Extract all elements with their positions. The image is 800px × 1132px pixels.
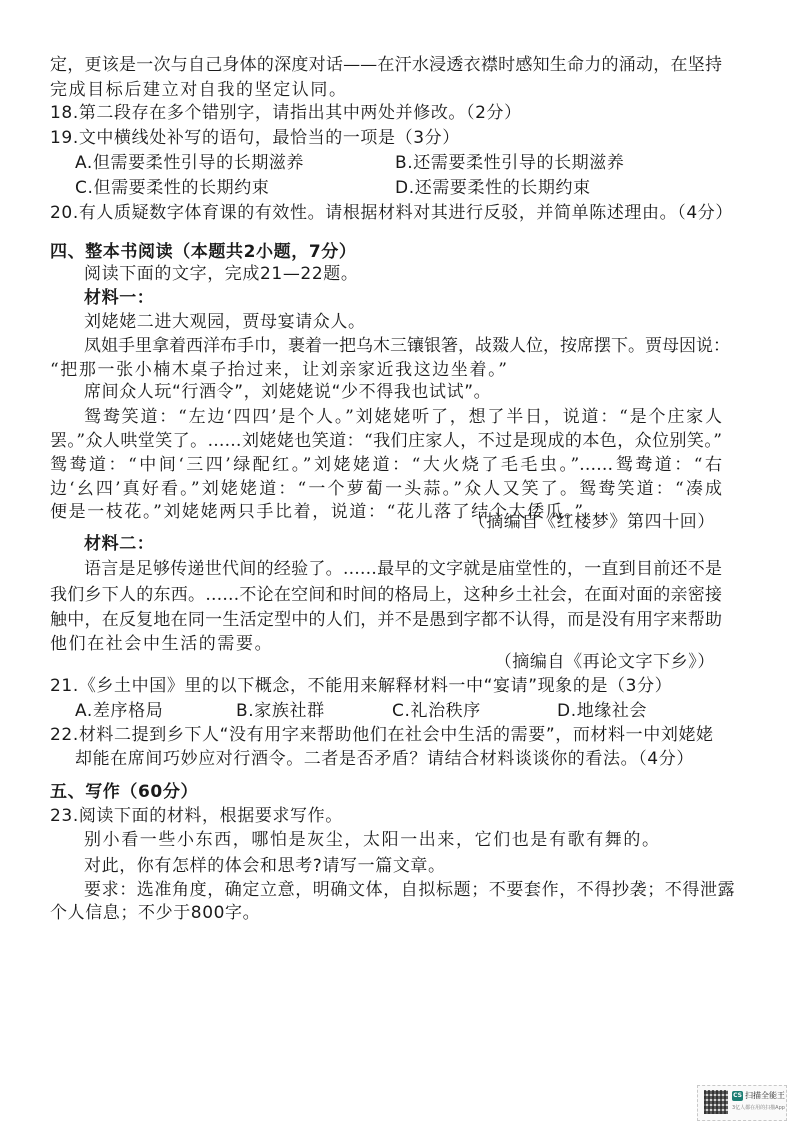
- question-22-line: 却能在席间巧妙应对行酒令。二者是否矛盾？请结合材料谈谈你的看法。（4分）: [75, 749, 694, 769]
- material-1-source: （摘编自《红楼梦》第四十回）: [468, 512, 715, 532]
- question-23-material: 别小看一些小东西，哪怕是灰尘，太阳一出来，它们也是有歌有舞的。: [84, 830, 661, 850]
- question-20: 20.有人质疑数字体育课的有效性。请根据材料对其进行反驳，并简单陈述理由。（4分）: [50, 203, 733, 223]
- material-1-line: 便是一枝花。”刘姥姥两只手比着，说道：“花儿落了结个大倭瓜。”: [50, 502, 585, 522]
- passage-continuation-line: 定，更该是一次与自己身体的深度对话——在汗水浸透衣襟时感知生命力的涌动，在坚持: [50, 55, 722, 75]
- material-2-line: 他们在社会中生活的需要。: [50, 634, 274, 654]
- question-23-stem: 23.阅读下面的材料，根据要求写作。: [50, 806, 343, 826]
- material-1-label: 材料一：: [84, 288, 155, 308]
- question-19-option-a: A.但需要柔性引导的长期滋养: [75, 153, 305, 173]
- question-23-requirements: 个人信息；不少于800字。: [50, 903, 261, 923]
- material-2-line: 语言是足够传递世代间的经验了。……最早的文字就是庙堂性的，一直到目前还不是: [84, 559, 722, 579]
- section-4-heading: 四、整本书阅读（本题共2小题，7分）: [50, 242, 357, 262]
- material-1-line: 刘姥姥二进大观园，贾母宴请众人。: [84, 312, 366, 332]
- question-23-prompt: 对此，你有怎样的体会和思考?请写一篇文章。: [84, 856, 446, 876]
- camscanner-logo-icon: CS: [733, 1092, 742, 1099]
- question-18: 18.第二段存在多个错别字，请指出其中两处并修改。（2分）: [50, 103, 522, 123]
- scanner-watermark: [697, 1085, 787, 1121]
- material-2-label: 材料二：: [84, 534, 155, 554]
- qr-code-icon: [704, 1090, 728, 1114]
- material-1-line: 鸳鸯笑道：“左边‘四四’是个人。”刘姥姥听了，想了半日，说道：“是个庄家人: [84, 407, 722, 427]
- material-2-source: （摘编自《再论文字下乡》）: [494, 652, 715, 672]
- watermark-subtitle: 3亿人都在用的扫描App: [732, 1105, 785, 1111]
- question-21-option-b: B.家族社群: [236, 701, 325, 721]
- question-21-option-c: C.礼治秩序: [392, 701, 481, 721]
- question-21-stem: 21.《乡土中国》里的以下概念，不能用来解释材料一中“宴请”现象的是（3分）: [50, 676, 673, 696]
- section-5-heading: 五、写作（60分）: [50, 782, 199, 802]
- material-1-line: “把那一张小楠木桌子抬过来，让刘亲家近我这边坐着。”: [50, 360, 509, 380]
- question-21-option-d: D.地缘社会: [557, 701, 648, 721]
- question-19-option-c: C.但需要柔性的长期约束: [75, 178, 270, 198]
- section-4-instruction: 阅读下面的文字，完成21—22题。: [84, 264, 359, 284]
- question-19-stem: 19.文中横线处补写的语句，最恰当的一项是（3分）: [50, 128, 460, 148]
- material-1-line: 罢。”众人哄堂笑了。……刘姥姥也笑道：“我们庄家人，不过是现成的本色，众位别笑。”: [50, 431, 722, 451]
- material-2-line: 我们乡下人的东西。……不论在空间和时间的格局上，这种乡土社会，在面对面的亲密接: [50, 585, 722, 605]
- material-1-line: 鸳鸯道：“中间‘三四’绿配红。”刘姥姥道：“大火烧了毛毛虫。”……鸳鸯道：“右: [50, 455, 722, 475]
- passage-continuation-line: 完成目标后建立对自我的坚定认同。: [50, 80, 348, 100]
- question-23-requirements: 要求：选准角度，确定立意，明确文体，自拟标题；不要套作，不得抄袭；不得泄露: [84, 880, 736, 900]
- question-21-option-a: A.差序格局: [75, 701, 164, 721]
- question-19-option-b: B.还需要柔性引导的长期滋养: [395, 153, 625, 173]
- question-19-option-d: D.还需要柔性的长期约束: [395, 178, 591, 198]
- watermark-app-name: 扫描全能王: [745, 1091, 785, 1100]
- material-1-line: 席间众人玩“行酒令”，刘姥姥说“少不得我也试试”。: [84, 382, 492, 402]
- material-2-line: 触中，在反复地在同一生活定型中的人们，并不是愚到字都不认得，而是没有用字来帮助: [50, 610, 722, 630]
- question-22-line: 22.材料二提到乡下人“没有用字来帮助他们在社会中生活的需要”，而材料一中刘姥姥: [50, 725, 714, 745]
- material-1-line: 凤姐手里拿着西洋布手巾，裹着一把乌木三镶银箸，敁敠人位，按席摆下。贾母因说：: [84, 336, 730, 356]
- material-1-line: 边‘幺四’真好看。”刘姥姥道：“一个萝蔔一头蒜。”众人又笑了。鸳鸯笑道：“凑成: [50, 479, 722, 499]
